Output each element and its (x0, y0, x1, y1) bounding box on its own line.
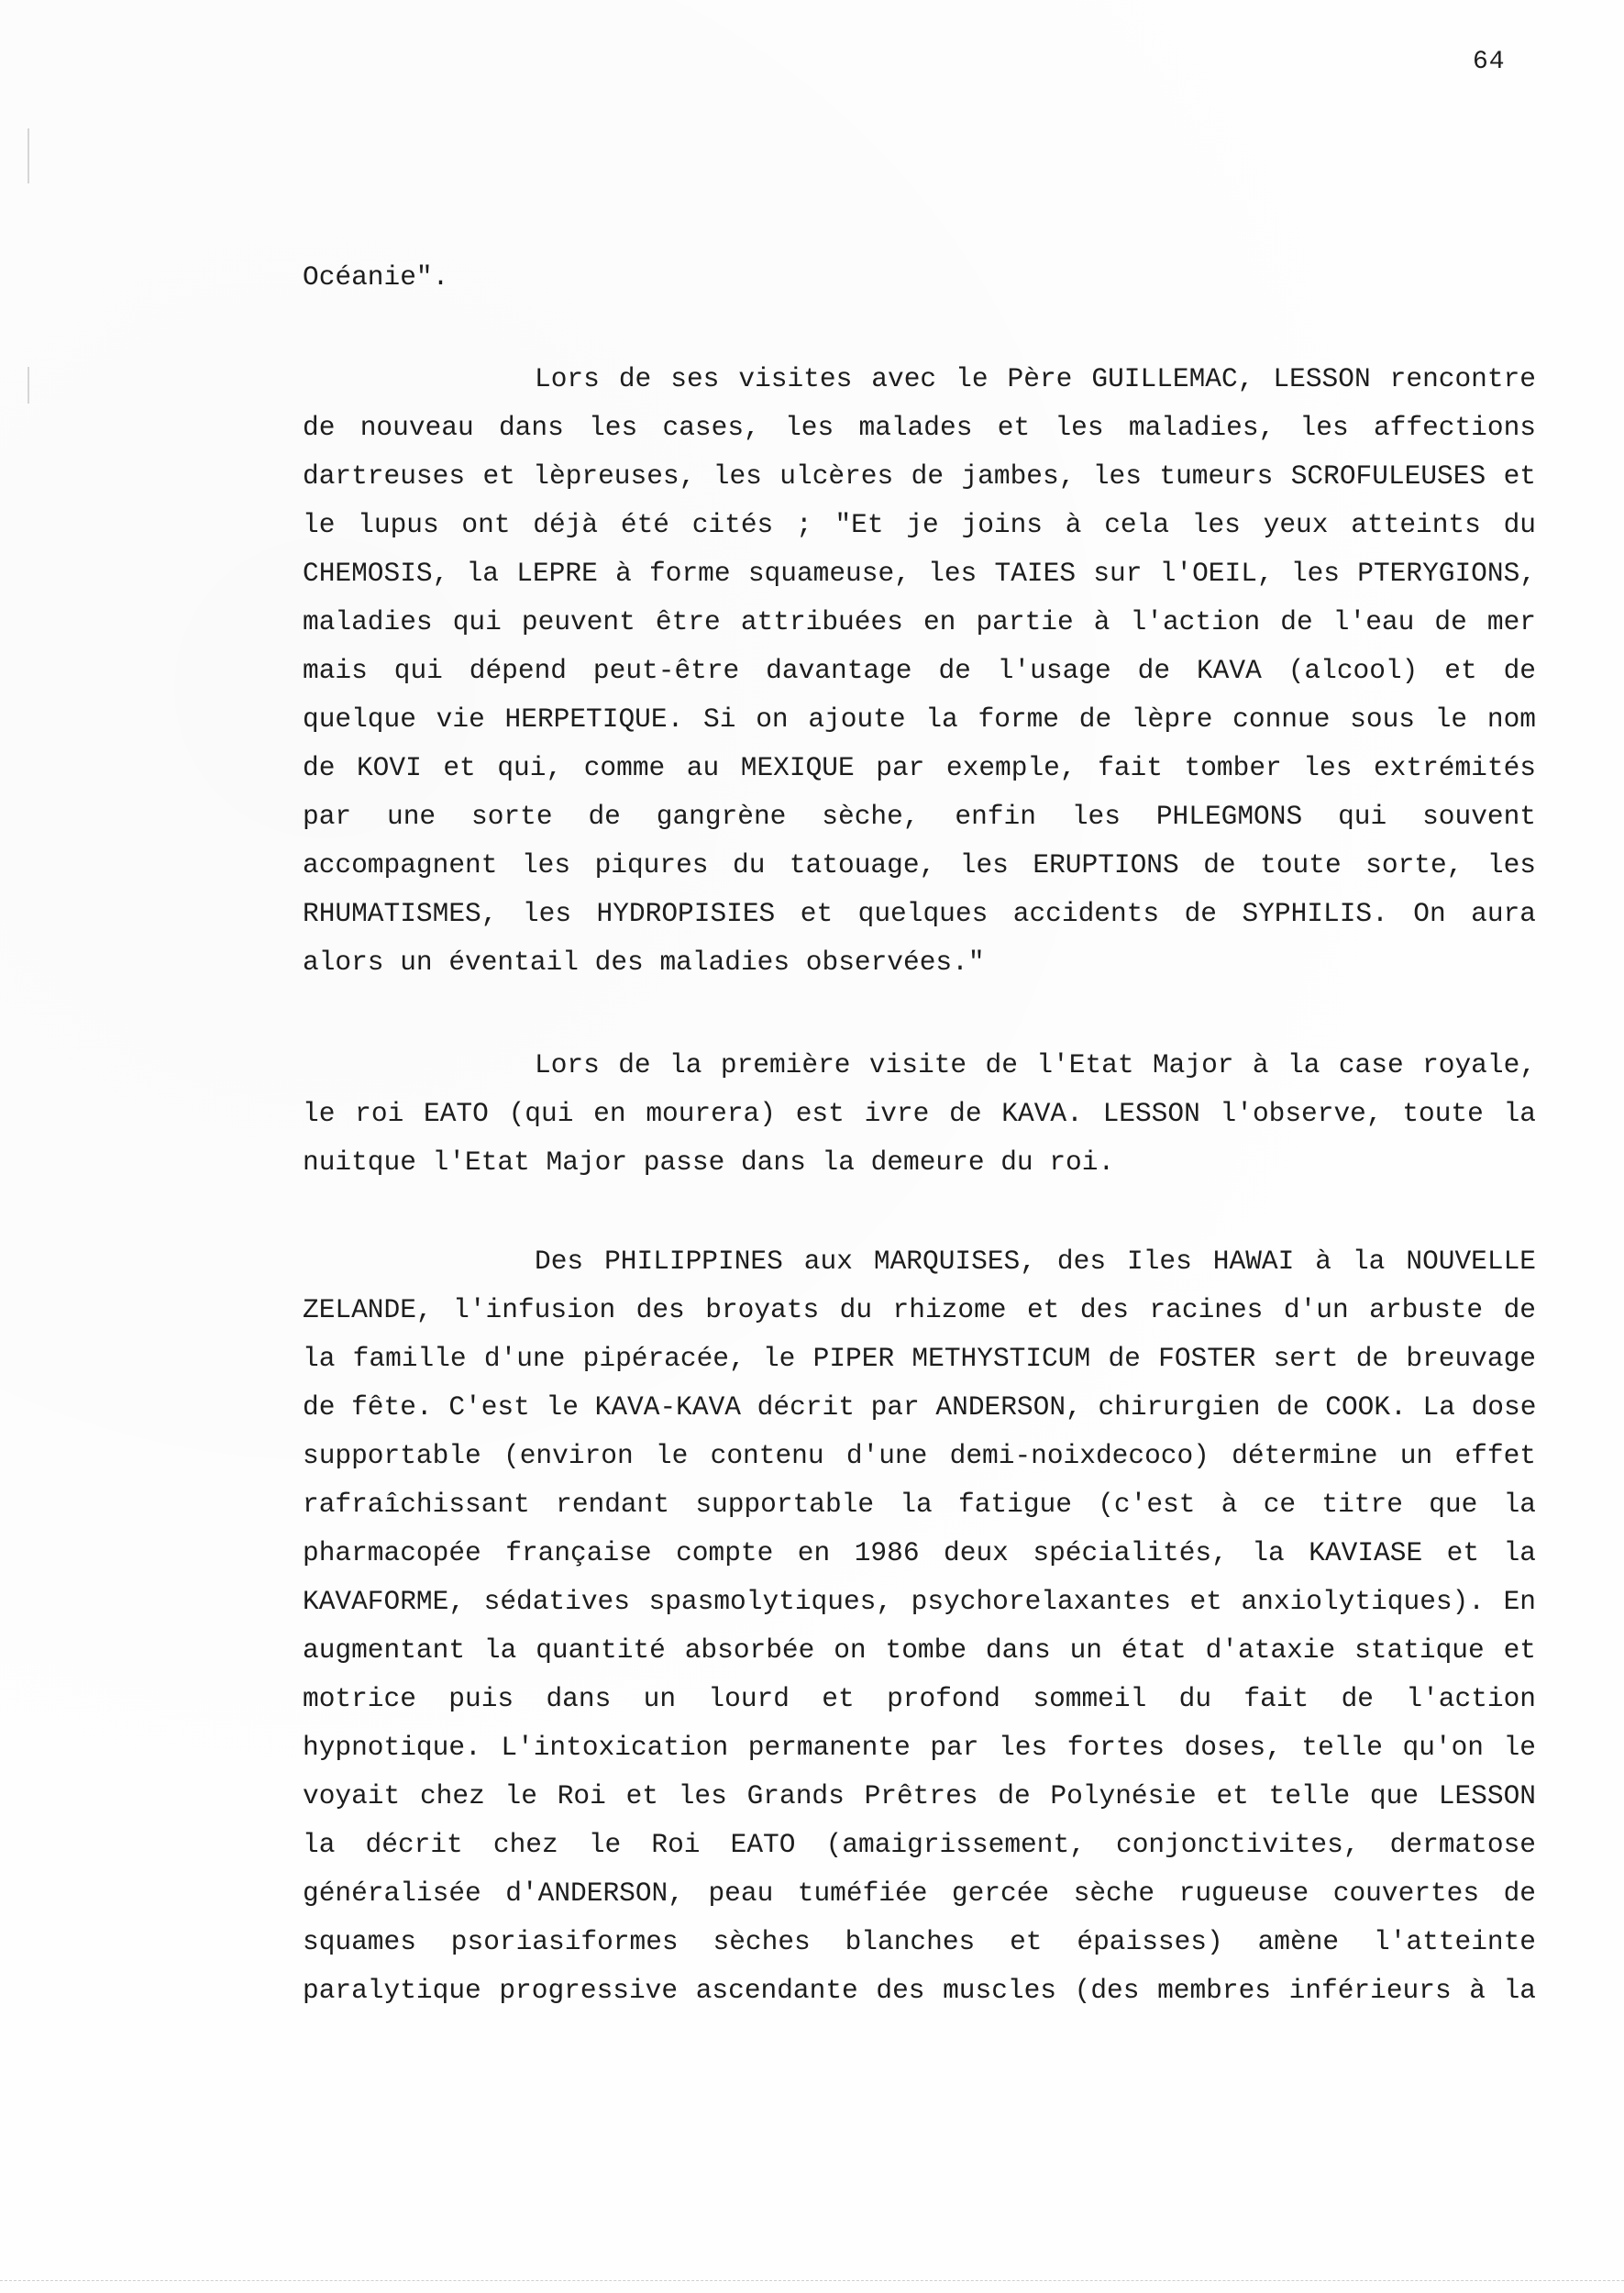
text-line: le lupus ont déjà été cités ; "Et je joins à cela les yeux atteints du (303, 509, 1536, 540)
text-line: Lors de ses visites avec le Père GUILLEMAC, LESSON rencontre (535, 363, 1536, 394)
text-line: généralisée d'ANDERSON, peau tuméfiée gercée sèche rugueuse couvertes de (303, 1878, 1536, 1909)
text-line: ZELANDE, l'infusion des broyats du rhizome et des racines d'un arbuste de (303, 1294, 1536, 1325)
text-line: Océanie". (303, 261, 449, 293)
text-line: supportable (environ le contenu d'une demi-noixdecoco) détermine un effet (303, 1440, 1536, 1471)
text-line: par une sorte de gangrène sèche, enfin les PHLEGMONS qui souvent (303, 801, 1536, 832)
text-line: RHUMATISMES, les HYDROPISIES et quelques accidents de SYPHILIS. On aura (303, 898, 1536, 929)
text-line: paralytique progressive ascendante des muscles (des membres inférieurs à la (303, 1975, 1536, 2006)
text-line: dartreuses et lèpreuses, les ulcères de jambes, les tumeurs SCROFULEUSES et (303, 460, 1536, 492)
scan-edge-mark (28, 367, 29, 404)
text-line: Lors de la première visite de l'Etat Major à la case royale, (535, 1049, 1536, 1080)
text-line: voyait chez le Roi et les Grands Prêtres de Polynésie et telle que LESSON (303, 1780, 1536, 1811)
text-line: augmentant la quantité absorbée on tombe dans un état d'ataxie statique et (303, 1634, 1536, 1666)
text-line: quelque vie HERPETIQUE. Si on ajoute la forme de lèpre connue sous le nom (303, 703, 1536, 735)
text-line: Des PHILIPPINES aux MARQUISES, des Iles HAWAI à la NOUVELLE (535, 1246, 1536, 1277)
text-line: maladies qui peuvent être attribuées en partie à l'action de l'eau de mer (303, 606, 1536, 637)
text-line: squames psoriasiformes sèches blanches et épaisses) amène l'atteinte (303, 1926, 1536, 1957)
text-line: nuitque l'Etat Major passe dans la demeure du roi. (303, 1146, 1115, 1178)
text-line: pharmacopée française compte en 1986 deux spécialités, la KAVIASE et la (303, 1537, 1536, 1568)
page-number: 64 (1473, 48, 1506, 76)
text-line: la décrit chez le Roi EATO (amaigrissement, conjonctivites, dermatose (303, 1829, 1536, 1860)
text-line: CHEMOSIS, la LEPRE à forme squameuse, les TAIES sur l'OEIL, les PTERYGIONS, (303, 558, 1536, 589)
text-line: la famille d'une pipéracée, le PIPER METHYSTICUM de FOSTER sert de breuvage (303, 1343, 1536, 1374)
text-line: mais qui dépend peut-être davantage de l'usage de KAVA (alcool) et de (303, 655, 1536, 686)
text-line: de nouveau dans les cases, les malades et les maladies, les affections (303, 412, 1536, 443)
text-line: alors un éventail des maladies observées." (303, 947, 985, 978)
text-line: accompagnent les piqures du tatouage, les ERUPTIONS de toute sorte, les (303, 849, 1536, 881)
scan-edge-mark (28, 128, 29, 183)
text-line: rafraîchissant rendant supportable la fatigue (c'est à ce titre que la (303, 1489, 1536, 1520)
text-line: hypnotique. L'intoxication permanente par les fortes doses, telle qu'on le (303, 1732, 1536, 1763)
text-line: motrice puis dans un lourd et profond sommeil du fait de l'action (303, 1683, 1536, 1714)
text-line: KAVAFORME, sédatives spasmolytiques, psychorelaxantes et anxiolytiques). En (303, 1586, 1536, 1617)
text-line: de KOVI et qui, comme au MEXIQUE par exemple, fait tomber les extrémités (303, 752, 1536, 783)
text-line: de fête. C'est le KAVA-KAVA décrit par ANDERSON, chirurgien de COOK. La dose (303, 1391, 1537, 1423)
text-line: le roi EATO (qui en mourera) est ivre de KAVA. LESSON l'observe, toute la (303, 1098, 1536, 1129)
scan-bottom-edge (0, 2280, 1624, 2282)
